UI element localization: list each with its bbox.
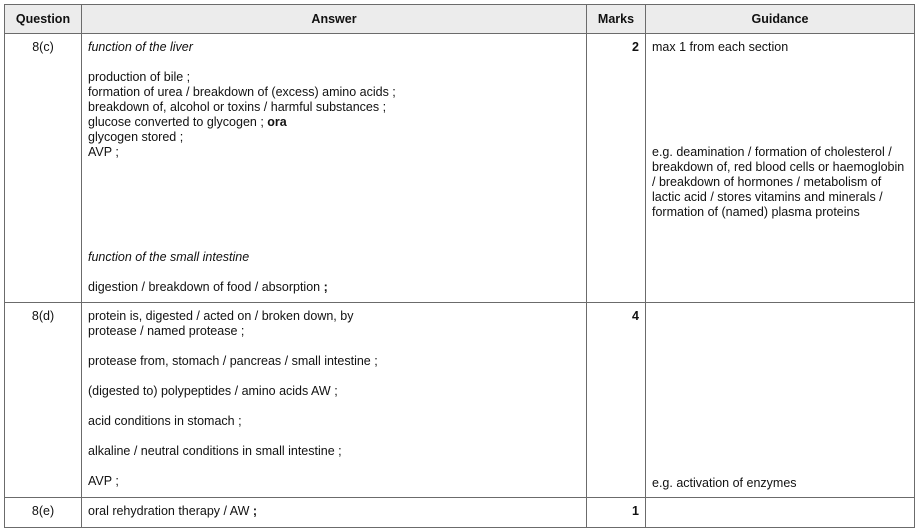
answer-line: breakdown of, alcohol or toxins / harmful substances ; [88, 100, 387, 114]
mark-point-separator: ; [323, 280, 328, 294]
answer-line: formation of urea / breakdown of (excess) amino acids ; [88, 85, 396, 99]
answer-line: (digested to) polypeptides / amino acids AW ; [88, 384, 338, 398]
table-row-8d [5, 303, 915, 498]
table-row-8c [5, 34, 915, 303]
question-cell [5, 498, 82, 528]
header-guidance: Guidance [646, 5, 915, 34]
mark-point-separator: ; [252, 504, 258, 518]
answer-cell [82, 498, 587, 528]
answer-line: protein is, digested / acted on / broken down, by [88, 309, 354, 323]
question-cell [5, 34, 82, 303]
marks-cell [587, 498, 646, 528]
header-row [5, 5, 915, 34]
header-marks: Marks [587, 5, 646, 34]
ora-marker: ora [267, 115, 287, 129]
marks-value: 1 [632, 504, 639, 518]
answer-cell [82, 34, 587, 303]
answer-text: glucose converted to glycogen ; [88, 115, 264, 129]
question-cell [5, 303, 82, 498]
header-question: Question [5, 5, 82, 34]
guidance-text: e.g. activation of enzymes [652, 476, 797, 490]
answer-line: AVP ; [88, 145, 119, 159]
guidance-text: max 1 from each section [652, 40, 789, 54]
answer-line: acid conditions in stomach ; [88, 414, 242, 428]
answer-line: production of bile ; [88, 70, 191, 84]
answer-line: alkaline / neutral conditions in small intestine ; [88, 444, 342, 458]
answer-line: glycogen stored ; [88, 130, 184, 144]
question-number: 8(c) [32, 40, 54, 54]
answer-cell [82, 303, 587, 498]
question-number: 8(e) [31, 504, 55, 518]
answer-text: digestion / breakdown of food / absorption [88, 280, 321, 294]
guidance-cell [646, 303, 915, 498]
answer-heading: function of the liver [88, 40, 193, 54]
answer-line [88, 280, 580, 295]
marks-value: 4 [632, 309, 639, 323]
header-answer: Answer [82, 5, 587, 34]
answer-line: protease / named protease ; [88, 324, 245, 338]
guidance-text: e.g. deamination / formation of cholesterol / breakdown of, red blood cells or haemoglobin / breakdown of hormones / metabolism of lactic acid / stores vitamins and minerals / formation of (named) plasma proteins [652, 145, 905, 219]
guidance-cell [646, 498, 915, 528]
question-number: 8(d) [31, 309, 55, 323]
answer-line: protease from, stomach / pancreas / small intestine ; [88, 354, 378, 368]
answer-line-with-ora [88, 115, 580, 130]
answer-heading: function of the small intestine [88, 250, 250, 264]
guidance-text [646, 498, 914, 508]
answer-line [88, 504, 580, 519]
marks-cell [587, 303, 646, 498]
marks-value: 2 [632, 40, 639, 54]
answer-line: AVP ; [88, 474, 119, 488]
table-row-8e [5, 498, 915, 528]
answer-text: oral rehydration therapy / AW [88, 504, 250, 518]
guidance-cell [646, 34, 915, 303]
marks-cell [587, 34, 646, 303]
mark-scheme-table [4, 4, 915, 528]
